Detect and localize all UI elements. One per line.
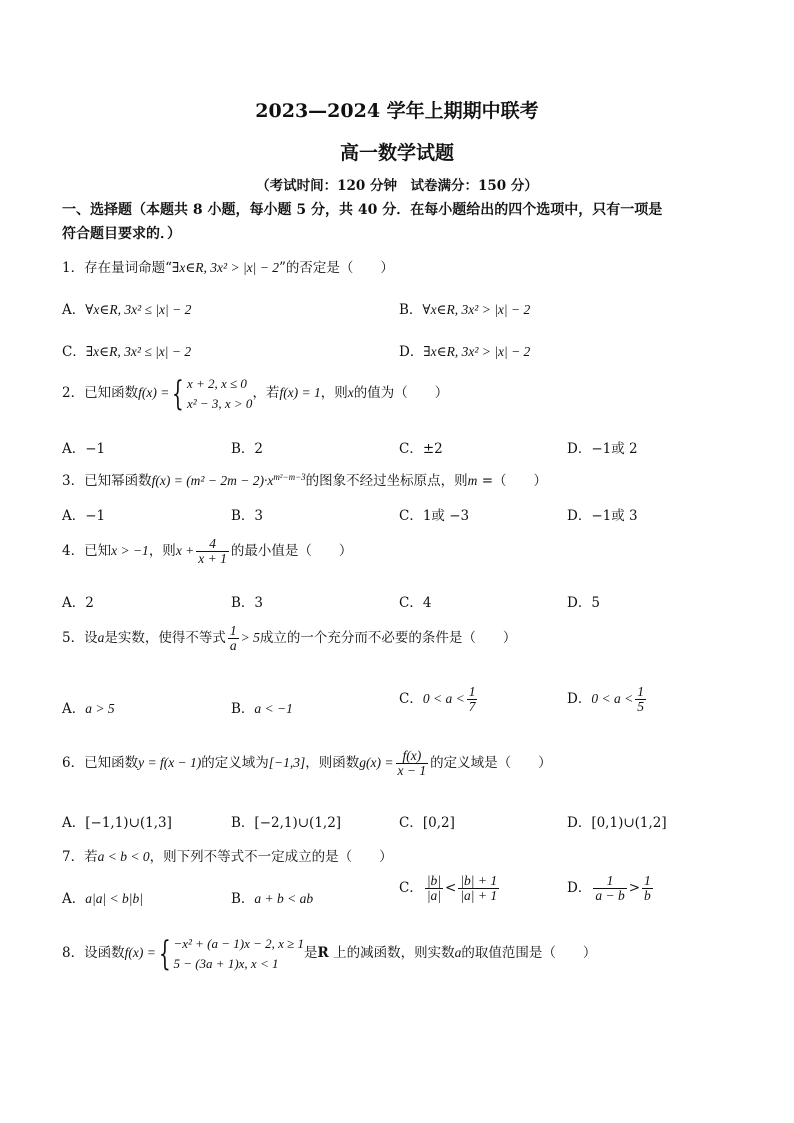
option-b[interactable] — [399, 298, 530, 318]
option-label: D． — [567, 441, 592, 457]
stem-text: 若 — [84, 849, 98, 865]
section-heading-line1: 一、选择题（本题共 8 小题，每小题 5 分，共 40 分．在每小题给出的四个选项中，只有一项是 — [62, 202, 663, 218]
math-expression: f(x) = (m² − 2m − 2)·x — [151, 473, 274, 488]
denominator: |a| — [426, 888, 442, 904]
case-2: x² − 3, x > 0 — [186, 395, 253, 411]
math-expression: f(x) = — [124, 945, 156, 960]
option-b[interactable] — [231, 591, 263, 611]
option-b[interactable] — [231, 811, 341, 831]
option-text: 4 — [422, 595, 432, 611]
numerator: |b| + 1 — [460, 873, 498, 888]
piecewise-cases — [187, 374, 252, 413]
case-2: 5 − (3a + 1)x, x < 1 — [173, 955, 279, 971]
option-label: B． — [231, 815, 255, 831]
stem-text: 是 — [304, 945, 318, 961]
option-d[interactable] — [567, 811, 667, 831]
stem-text: 设 — [84, 630, 98, 647]
option-label: B． — [231, 701, 255, 717]
math-set-r: R — [317, 945, 329, 961]
option-text: ∃x∈R, 3x² ≤ |x| − 2 — [85, 344, 192, 359]
option-c[interactable] — [62, 340, 191, 360]
denominator: 7 — [468, 699, 476, 715]
stem-text: =（ ） — [477, 473, 548, 489]
stem-text: 的值为（ ） — [353, 385, 449, 401]
fraction — [196, 537, 229, 566]
option-a[interactable] — [62, 298, 191, 318]
stem-text: 成立的一个充分而不必要的条件是（ ） — [259, 630, 517, 647]
option-d[interactable] — [567, 685, 648, 714]
option-text: 3 — [254, 595, 264, 611]
fraction — [228, 624, 239, 653]
stem-text: 是实数，使得不等式 — [104, 630, 226, 647]
math-expression: f(x) = — [138, 385, 170, 400]
option-c[interactable] — [399, 811, 455, 831]
denominator: 5 — [637, 699, 644, 715]
option-b[interactable] — [231, 697, 293, 717]
stem-text: 的定义域是（ ） — [430, 755, 552, 772]
brace-icon: { — [172, 373, 185, 414]
numerator: 1 — [644, 873, 651, 888]
fraction — [458, 874, 499, 903]
math-expression: x + — [175, 543, 195, 559]
stem-text: 已知函数 — [84, 385, 139, 401]
option-text: 3 — [254, 508, 264, 524]
option-label: D． — [567, 880, 592, 897]
math-expression: ∃x∈R, 3x² > |x| − 2 — [172, 260, 279, 275]
question-8-stem — [62, 934, 596, 973]
option-b[interactable] — [231, 887, 313, 907]
option-text: 0 < a < — [422, 691, 465, 707]
math-variable: m — [467, 473, 478, 488]
stem-text: 的图象不经过坐标原点，则 — [305, 473, 468, 489]
math-expression: f(x) = 1 — [279, 385, 321, 400]
option-text: 2 — [85, 595, 94, 611]
question-6-stem — [62, 749, 552, 778]
option-text: a > 5 — [85, 701, 115, 716]
option-d[interactable] — [567, 874, 655, 903]
option-label: A． — [62, 302, 86, 318]
question-number: 5． — [62, 630, 85, 647]
option-label: C． — [399, 595, 423, 611]
option-text: −1或 2 — [591, 441, 638, 457]
question-number: 2． — [62, 385, 85, 401]
option-text: 0 < a < — [591, 691, 634, 707]
stem-text: ，则 — [320, 385, 348, 401]
option-b[interactable] — [231, 504, 263, 524]
question-number: 8． — [62, 945, 85, 961]
fraction — [642, 874, 653, 903]
option-label: B． — [231, 441, 255, 457]
option-c[interactable] — [399, 504, 469, 524]
denominator: |a| + 1 — [460, 888, 498, 904]
question-4-stem — [62, 537, 352, 566]
numerator: |b| — [426, 873, 442, 888]
option-label: D． — [567, 508, 592, 524]
option-label: C． — [399, 441, 423, 457]
option-text: [0,1)∪(1,2] — [591, 815, 667, 831]
question-5-stem — [62, 624, 516, 653]
option-d[interactable] — [567, 437, 638, 457]
exam-info: （考试时间：120 分钟 试卷满分：150 分） — [256, 178, 538, 194]
stem-text: 设函数 — [84, 945, 125, 961]
denominator: x + 1 — [198, 551, 227, 567]
stem-text: ，若 — [252, 385, 280, 401]
option-label: C． — [399, 815, 423, 831]
option-a[interactable] — [62, 811, 172, 831]
option-text: −1 — [85, 441, 106, 457]
option-a[interactable] — [62, 887, 143, 907]
option-label: A． — [62, 508, 86, 524]
operator: > — [628, 880, 641, 897]
option-text: ∀x∈R, 3x² ≤ |x| − 2 — [85, 302, 192, 317]
stem-text: 的最小值是（ ） — [230, 543, 353, 560]
stem-text: ”的否定是（ ） — [278, 260, 394, 276]
stem-text: 上的减函数，则实数 — [328, 945, 455, 961]
question-number: 3． — [62, 473, 85, 489]
option-b[interactable] — [231, 437, 263, 457]
option-label: C． — [399, 691, 423, 708]
stem-text: ，则 — [148, 543, 176, 560]
math-expression: > 5 — [240, 630, 260, 646]
numerator: 1 — [637, 684, 644, 699]
option-label: A． — [62, 891, 86, 907]
brace-icon: { — [158, 933, 171, 974]
option-text: a|a| < b|b| — [85, 891, 143, 906]
option-c[interactable] — [399, 591, 431, 611]
exponent: m²−m−3 — [273, 471, 306, 482]
option-label: D． — [567, 691, 592, 708]
option-a[interactable] — [62, 504, 105, 524]
exam-title: 2023—2024 学年上期期中联考 — [255, 100, 539, 122]
stem-text: 存在量词命题“ — [84, 260, 172, 276]
option-text: ∃x∈R, 3x² > |x| − 2 — [423, 344, 531, 359]
math-variable: a — [454, 945, 462, 960]
math-variable: x — [347, 385, 354, 400]
math-variable: a — [97, 630, 105, 646]
option-label: C． — [399, 508, 423, 524]
option-c[interactable] — [399, 437, 443, 457]
question-2-stem — [62, 374, 448, 413]
option-text: 5 — [591, 595, 600, 611]
stem-text: 已知 — [84, 543, 112, 560]
fraction — [635, 685, 646, 714]
option-text: a < −1 — [254, 701, 293, 716]
numerator: f(x) — [396, 749, 429, 764]
option-label: B． — [231, 891, 255, 907]
question-number: 6． — [62, 755, 85, 772]
option-text: [0,2] — [422, 815, 455, 831]
numerator: 1 — [468, 684, 476, 699]
option-label: A． — [62, 815, 86, 831]
case-1: −x² + (a − 1)x − 2, x ≥ 1 — [173, 936, 305, 951]
piecewise-cases — [173, 934, 304, 973]
option-text: a + b < ab — [254, 891, 314, 906]
denominator: a − b — [595, 888, 625, 904]
question-number: 7． — [62, 849, 85, 865]
option-d[interactable] — [567, 504, 638, 524]
option-d[interactable] — [567, 591, 600, 611]
option-label: D． — [567, 595, 592, 611]
math-expression: a < b < 0 — [97, 849, 150, 864]
option-label: D． — [567, 815, 592, 831]
numerator: 1 — [593, 874, 626, 889]
stem-text: 的定义域为 — [201, 755, 269, 772]
question-number: 4． — [62, 543, 85, 560]
exam-subtitle: 高一数学试题 — [339, 142, 454, 164]
option-label: B． — [399, 302, 423, 318]
stem-text: 的取值范围是（ ） — [461, 945, 597, 961]
question-1-stem — [62, 256, 394, 276]
math-expression: y = f(x − 1) — [138, 755, 202, 771]
option-c[interactable] — [399, 685, 479, 714]
math-expression: x > −1 — [111, 543, 149, 559]
denominator: a — [229, 638, 237, 654]
option-a[interactable] — [62, 591, 94, 611]
stem-text: ，则下列不等式不一定成立的是（ ） — [149, 849, 393, 865]
option-text: ∀x∈R, 3x² > |x| − 2 — [422, 302, 531, 317]
option-text: [−2,1)∪(1,2] — [254, 815, 342, 831]
option-label: B． — [231, 508, 255, 524]
option-text: [−1,1)∪(1,3] — [85, 815, 172, 831]
option-label: A． — [62, 441, 86, 457]
option-a[interactable] — [62, 437, 105, 457]
operator: < — [445, 880, 457, 897]
option-label: D． — [399, 344, 424, 360]
case-1: x + 2, x ≤ 0 — [186, 376, 247, 391]
option-label: A． — [62, 595, 86, 611]
question-number: 1． — [62, 260, 85, 276]
stem-text: 已知函数 — [84, 755, 139, 772]
fraction — [396, 749, 429, 778]
option-text: ±2 — [422, 441, 443, 457]
fraction — [467, 685, 478, 714]
section-heading-line2: 符合题目要求的．） — [62, 226, 181, 242]
question-7-stem — [62, 845, 393, 865]
option-text: 1或 −3 — [422, 508, 470, 524]
question-3-stem — [62, 469, 547, 489]
stem-text: ，则函数 — [305, 755, 360, 772]
option-text: −1或 3 — [591, 508, 638, 524]
denominator: b — [644, 888, 651, 904]
numerator: 1 — [229, 623, 237, 638]
option-label: A． — [62, 701, 86, 717]
option-label: C． — [62, 344, 86, 360]
option-text: −1 — [85, 508, 106, 524]
option-text: 2 — [254, 441, 264, 457]
numerator: 4 — [196, 537, 229, 552]
fraction — [425, 874, 443, 903]
option-c[interactable] — [399, 874, 501, 903]
fraction — [593, 874, 626, 903]
denominator: x − 1 — [397, 763, 427, 779]
math-expression: g(x) = — [359, 755, 394, 771]
option-label: B． — [231, 595, 255, 611]
option-label: C． — [399, 880, 423, 897]
option-a[interactable] — [62, 697, 115, 717]
option-d[interactable] — [399, 340, 530, 360]
math-expression: [−1,3] — [268, 755, 306, 771]
stem-text: 已知幂函数 — [84, 473, 152, 489]
